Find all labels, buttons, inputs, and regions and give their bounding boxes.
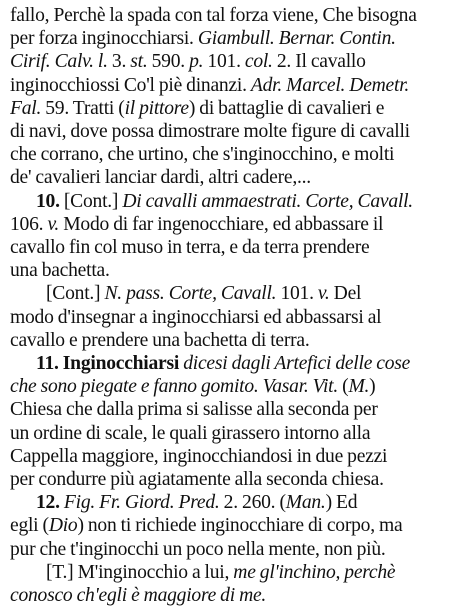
text-line (10, 398, 464, 421)
body-text: 590. (147, 51, 190, 73)
italic-text: p. (189, 51, 204, 73)
italic-text: Adr. Marcel. Demetr. (250, 74, 410, 96)
text-line (10, 50, 464, 73)
body-text: Chiesa che dalla prima si salisse alla seconda per (10, 399, 378, 421)
body-text: cavallo fin col muso in terra, e da terra prendere (10, 237, 370, 259)
body-text: modo d'insegnar a inginocchiarsi ed abbassarsi al (10, 306, 382, 328)
body-text: di navi, dove possa dimostrare molte figure di cavalli (10, 121, 410, 143)
bold-text: 11. Inginocchiarsi (36, 353, 180, 375)
italic-text: conosco ch'egli è maggiore di me. (10, 585, 267, 607)
text-line (10, 236, 464, 259)
italic-text: col. (244, 51, 273, 73)
body-text: Modo di far ingenocchiare, ed abbassare il (59, 213, 384, 235)
italic-text: v. (317, 283, 330, 305)
body-text: pur che t'inginocchi un poco nella mente, non più. (10, 538, 386, 560)
italic-text: v. (47, 213, 60, 235)
italic-text: Man. (285, 492, 326, 514)
text-line (10, 166, 464, 189)
body-text: 59. Tratti ( (41, 97, 125, 119)
body-text: inginocchiossi Co'l piè dinanzi. (10, 74, 251, 96)
text-line (10, 143, 464, 166)
body-text: una bachetta. (10, 260, 110, 282)
italic-text: st. (130, 51, 148, 73)
italic-text: Di cavalli ammaestrati. Corte, Cavall. (122, 190, 413, 212)
body-text: cavallo e prendere una bachetta di terra. (10, 329, 310, 351)
text-line (10, 329, 464, 352)
italic-text: il pittore (124, 97, 189, 119)
text-line (10, 259, 464, 282)
body-text: de' cavalieri lanciar dardi, altri cadere,... (10, 167, 311, 189)
body-text: 2. 260. ( (219, 492, 286, 514)
text-line (10, 538, 464, 561)
italic-text: me gl'inchino, perchè (233, 561, 396, 583)
body-text: 101. (203, 51, 245, 73)
text-line (10, 468, 464, 491)
italic-text: Cirif. Calv. l. (10, 51, 108, 73)
italic-text: N. pass. Corte, Cavall. (104, 283, 277, 305)
text-line (10, 422, 464, 445)
body-text: ) non ti richiede inginocchiare di corpo, ma (77, 515, 403, 537)
bold-text: 12. (36, 492, 60, 514)
text-line (10, 352, 464, 375)
italic-text: dicesi dagli Artefici delle cose (183, 353, 411, 375)
text-line (10, 190, 464, 213)
text-line (10, 4, 464, 27)
body-text: 2. Il cavallo (272, 51, 366, 73)
body-text: un ordine di scale, le quali girassero intorno alla (10, 422, 371, 444)
text-line (10, 514, 464, 537)
body-text: [Cont.] (46, 283, 105, 305)
body-text: [T.] M'inginocchio a lui, (46, 561, 234, 583)
text-line (10, 445, 464, 468)
body-text: ) Ed (325, 492, 358, 514)
text-line (10, 97, 464, 120)
italic-text: Dio (48, 515, 78, 537)
text-line (10, 74, 464, 97)
text-line (10, 213, 464, 236)
italic-text: che sono piegate e fanno gomito. Vasar. Vit. (10, 376, 338, 398)
body-text: 106. (10, 213, 48, 235)
body-text: egli ( (10, 515, 49, 537)
body-text: ( (338, 376, 349, 398)
body-text: che corrano, che urtino, che s'inginocchino, e molti (10, 144, 395, 166)
text-line (10, 491, 464, 514)
italic-text: M. (348, 376, 370, 398)
body-text: per condurre più agiatamente alla seconda chiesa. (10, 469, 384, 491)
text-line (10, 27, 464, 50)
body-text: fallo, Perchè la spada con tal forza viene, Che bisogna (10, 5, 417, 26)
body-text: ) (369, 376, 376, 398)
body-text: [Cont.] (59, 190, 123, 212)
italic-text: Fal. (10, 97, 42, 119)
body-text: per forza inginocchiarsi. (10, 28, 198, 50)
body-text: ) di battaglie di cavalieri e (188, 97, 385, 119)
text-line (10, 584, 464, 607)
body-text: 3. (107, 51, 131, 73)
body-text: Cappella maggiore, inginocchiandosi in due pezzi (10, 445, 388, 467)
body-text: 101. (276, 283, 318, 305)
text-line (10, 282, 464, 305)
text-line (10, 120, 464, 143)
text-line (10, 561, 464, 584)
italic-text: Fig. Fr. Giord. Pred. (63, 492, 220, 514)
text-line (10, 375, 464, 398)
italic-text: Giambull. Bernar. Contin. (197, 28, 396, 50)
text-line (10, 306, 464, 329)
body-text: Del (329, 283, 362, 305)
bold-text: 10. (36, 190, 60, 212)
